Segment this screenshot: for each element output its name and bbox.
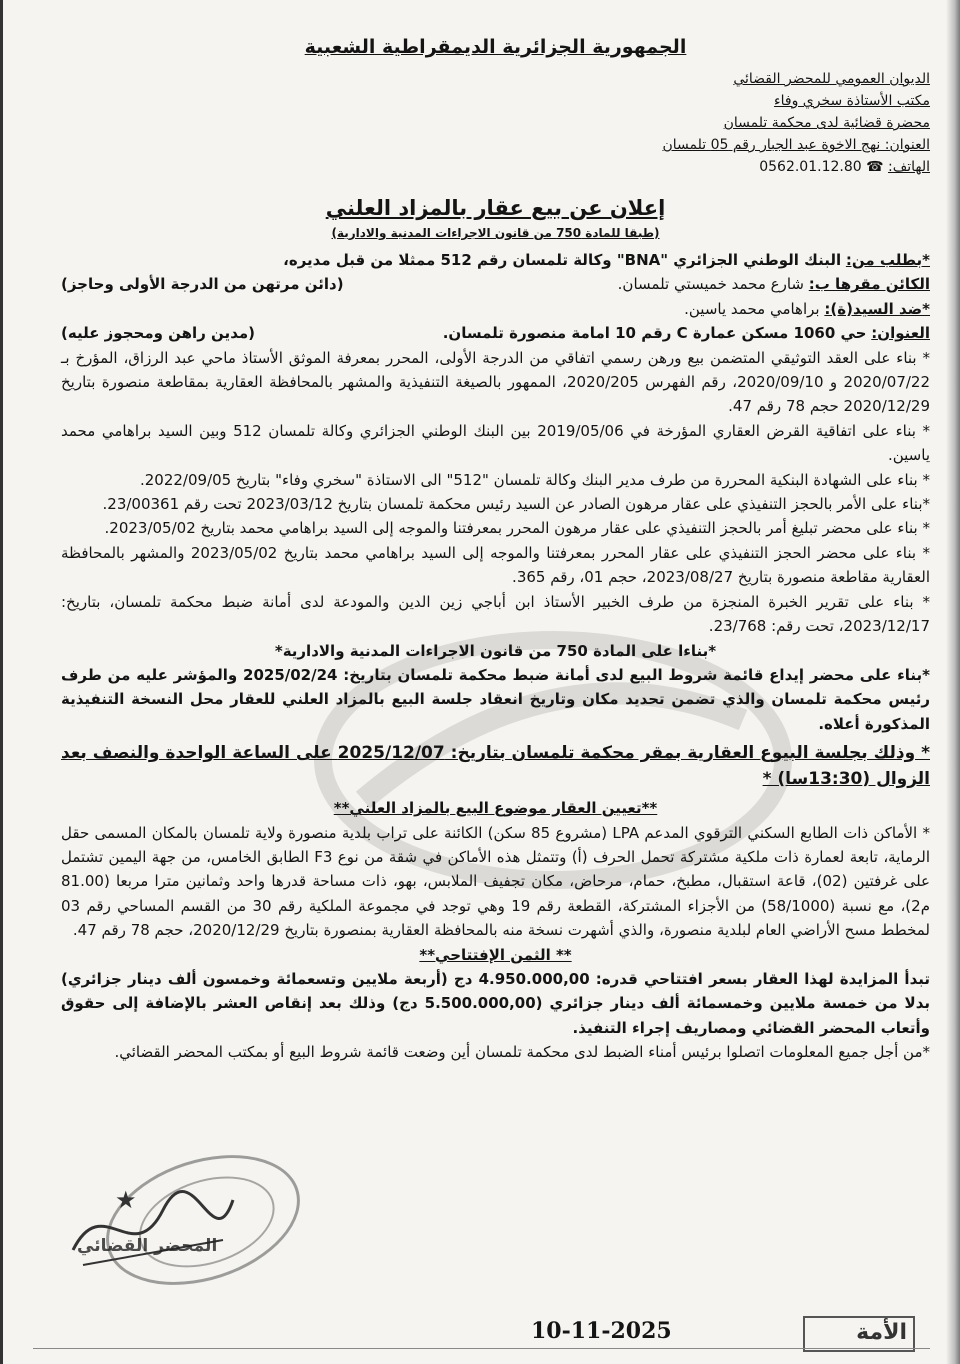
publication-date: 10-11-2025 xyxy=(531,1318,672,1344)
creditor-status: (دائن مرتهن من الدرجة الأولى وحاجز) xyxy=(61,275,344,294)
property-heading: **تعيين العقار موضوع البيع بالمزاد العلني** xyxy=(333,799,658,818)
phone-line xyxy=(590,156,930,178)
office-line: العنوان: نهج الاخوة عبد الجبار رقم 05 تلمسان xyxy=(662,137,930,153)
announcement-content xyxy=(61,36,930,1065)
against-label: *ضد السيد(ة): xyxy=(824,299,930,318)
legal-paragraph: * بناء على الشهادة البنكية المحررة من طرف مدير البنك وكالة تلمسان "512" الى الاستاذة "سخري وفاء" بتاريخ 2022/09/05. xyxy=(139,470,930,489)
newspaper-logo xyxy=(803,1316,915,1352)
legal-paragraph: * بناء على العقد التوثيقي المتضمن بيع ورهن رسمي اتفاقي من الدرجة الأولى، المحرر بمعرفة الموثق الأستاذ ماحي عبد الرزاق، المؤرخ بـ 2020/07/22 و 2020/09/10، رقم الفهرس 2020/205، الممهور بالصيغة التنفيذية والمشهر بالمحافظة العقارية بمقاطعة منصورة بتاريخ 2020/12/29 حجم 78 رقم 47. xyxy=(61,348,931,416)
legal-paragraph: * بناء على محضر الحجز التنفيذي على عقار المحرر بمعرفتنا والموجه إلى السيد براهامي محمد بتاريخ 2023/05/02 والمشهر بالمحافظة العقارية مقاطعة منصورة بتاريخ 2023/08/27، حجم 01، رقم 365. xyxy=(61,543,930,587)
price-paragraph: تبدأ المزايدة لهذا العقار بسعر افتتاحي قدره: 4.950.000,00 دج (أربعة ملايين وتسعمائة وخمسون ألف دينار جزائري) بدلا من خمسة ملايين وخمسمائة ألف دينار جزائري (5.500.000,00 دج) وذلك بعد إنقاص العشر بالإضافة إلى حقوق وأتعاب المحضر القضائي ومصاريف إجراء التنفيذ. xyxy=(61,969,930,1037)
office-line: مكتب الأستاذة سخري وفاء xyxy=(774,93,930,109)
against-text: براهامي محمد ياسين. xyxy=(684,299,820,318)
session-paragraph: * وذلك بجلسة البيوع العقارية بمقر محكمة تلمسان بتاريخ: 2025/12/07 على الساعة الواحدة والنصف بعد الزوال (13:30سا) * xyxy=(61,743,930,790)
requester-label: *بطلب من: xyxy=(845,251,930,269)
signature-scribble xyxy=(63,1170,243,1280)
phone-icon: ☎ xyxy=(866,159,884,175)
requester-line xyxy=(61,248,930,272)
phone-label: الهاتف: xyxy=(888,159,930,175)
legal-paragraph: *بناء على الأمر بالحجز التنفيذي على عقار مرهون الصادر عن السيد رئيس محكمة تلمسان بتاريخ 2023/03/12 تحت رقم 23/00361. xyxy=(102,495,930,514)
office-line: الديوان العمومي للمحضر القضائي xyxy=(733,71,930,87)
requester-text: البنك الوطني الجزائري "BNA" وكالة تلمسان رقم 512 ممثلا من قبل مديره، xyxy=(283,251,842,269)
debtor-status: (مدين راهن ومحجوز عليه) xyxy=(61,324,255,343)
star-icon: ★ xyxy=(115,1186,137,1214)
address-label: العنوان: xyxy=(871,324,930,343)
republic-heading: الجمهورية الجزائرية الديمقراطية الشعبية xyxy=(304,36,687,58)
bailiff-office-block xyxy=(590,68,930,178)
seat-label: الكائن مقرها ب: xyxy=(808,275,930,294)
legal-paragraph: * بناء على محضر تبليغ أمر بالحجز التنفيذي على عقار مرهون المحرر بمعرفتنا والموجه إلى السيد براهامي محمد بتاريخ 2023/05/02. xyxy=(104,519,930,538)
seat-line xyxy=(61,272,930,296)
announcement-title: إعلان عن بيع عقار بالمزاد العلني xyxy=(325,196,666,220)
announcement-subtitle: (طبقا للمادة 750 من قانون الاجراءات المدنية والادارية) xyxy=(331,226,660,240)
article-reference: *بناءا على المادة 750 من قانون الاجراءات المدنية والادارية* xyxy=(274,641,717,660)
legal-paragraph: * بناء على اتفاقية القرض العقاري المؤرخة في 2019/05/06 بين البنك الوطني الجزائري وكالة تلمسان 512 وبين السيد براهامي محمد ياسين. xyxy=(61,421,930,465)
address-text: حي 1060 مسكن عمارة C رقم 10 امامة منصورة تلمسان. xyxy=(442,324,867,343)
bottom-divider xyxy=(33,1348,930,1349)
against-line xyxy=(61,297,930,321)
announcement-body xyxy=(61,248,930,1065)
deposit-paragraph: *بناء على محضر إيداع قائمة شروط البيع لدى أمانة ضبط محكمة تلمسان بتاريخ: 2025/02/24 والمؤشر عليه من طرف رئيس محكمة تلمسان والذي تضمن تحديد مكان وتاريخ انعقاد جلسة البيع بالمزاد العلني للعقار محل النسخة التنفيذية المذكورة أعلاه. xyxy=(61,665,930,733)
address-line xyxy=(61,321,930,345)
phone-number: 0562.01.12.80 xyxy=(759,159,862,175)
seat-text: شارع محمد خميستي تلمسان. xyxy=(617,275,804,294)
info-paragraph: *من أجل جميع المعلومات اتصلوا برئيس أمناء الضبط لدى محكمة تلمسان أين وضعت قائمة شروط البيع أو بمكتب المحضر القضائي. xyxy=(114,1043,930,1062)
logo-text: الأمة xyxy=(856,1320,907,1345)
page-edge-shadow xyxy=(946,0,960,1364)
property-description: * الأماكن ذات الطابع السكني الترقوي المدعم LPA (مشروع 85 سكن) الكائنة على تراب بلدية منصورة ولاية تلمسان بالمكان المسمى حقل الرماية، تابعة لعمارة ذات ملكية مشتركة تحمل الحرف (أ) وتتمثل هذه الأماكن في شقة من نوع F3 الطابق الخامس، من جهة اليمين تشتمل على غرفتين (02)، قاعة استقبال، مطبخ، حمام، مرحاض، مكان تجفيف الملابس، بهو، ذات مساحة قدرها واحد وثمانين مترا مربعا (81.00 م2)، مع نسبة (58/1000) من الأجزاء المشتركة، القطعة رقم 19 وهي توجد في مجموعة الملكية رقم 30 من القسم المساحي رقم 03 لمخطط مسح الأراضي العام لبلدية منصورة، والذي أشهرت نسخة منه بالمحافظة العقارية بمنصورة بتاريخ 2020/12/29، حجم 78 رقم 47. xyxy=(61,823,930,940)
signature-label: المحضر القضائي xyxy=(77,1236,218,1256)
legal-paragraph: * بناء على تقرير الخبرة المنجزة من طرف الخبير الأستاذ ابن أباجي زين الدين والمودعة لدى أمانة ضبط محكمة تلمسان، بتاريخ: 2023/12/17، تحت رقم: 23/768. xyxy=(61,592,930,636)
price-heading: ** الثمن الإفتتاحي** xyxy=(419,945,572,964)
office-line: محضرة قضائية لدى محكمة تلمسان xyxy=(723,115,930,131)
